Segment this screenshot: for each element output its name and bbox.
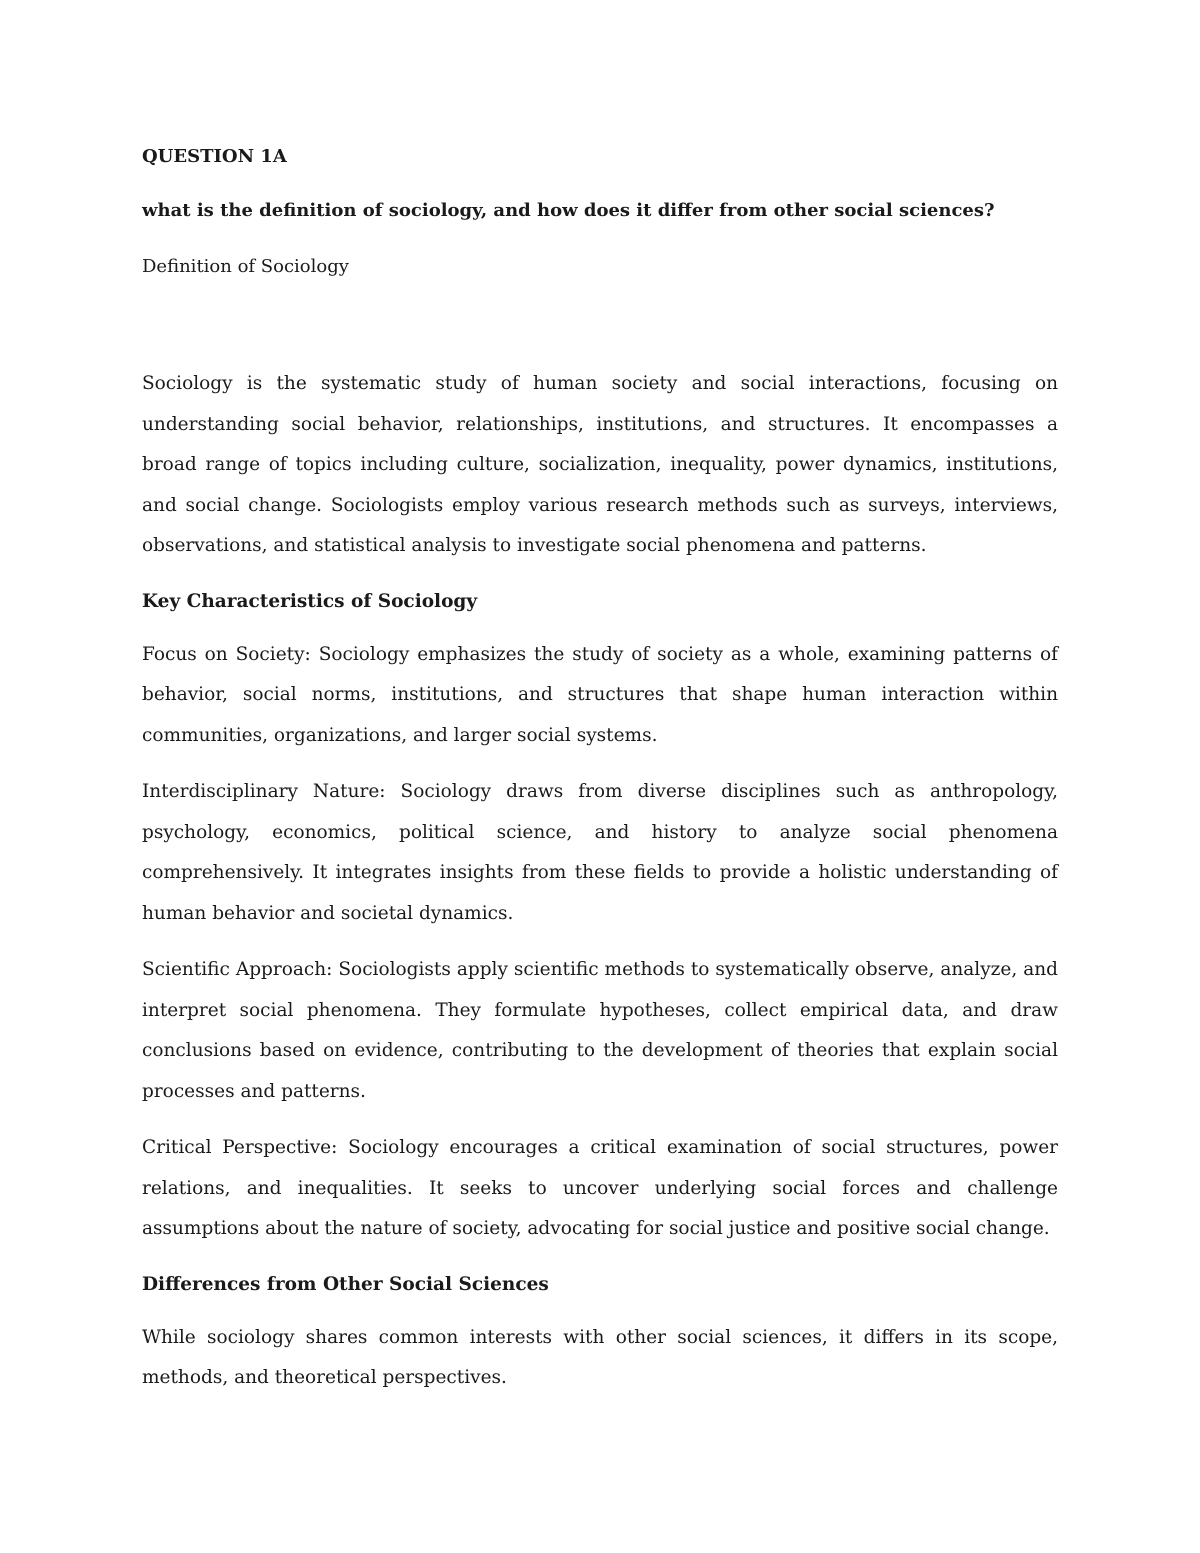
question-label: QUESTION 1A — [142, 146, 287, 167]
characteristic-interdisciplinary-nature: Interdisciplinary Nature: Sociology draws from diverse disciplines such as anthropology, psychology, economics, political science, and history to analyze social phenomena comprehensively. It integrates insights from these fields to provide a holistic understanding of human behavior and societal dynamics. — [142, 781, 1058, 924]
characteristic-scientific-approach: Scientific Approach: Sociologists apply scientific methods to systematically observe, analyze, and interpret social phenomena. They formulate hypotheses, collect empirical data, and draw conclusions based on evidence, contributing to the development of theories that explain social processes and patterns. — [142, 959, 1058, 1102]
characteristic-critical-perspective: Critical Perspective: Sociology encourages a critical examination of social structures, power relations, and inequalities. It seeks to uncover underlying social forces and challenge assumptions about the nature of society, advocating for social justice and positive social change. — [142, 1137, 1058, 1239]
question-text: what is the definition of sociology, and how does it differ from other social sciences? — [142, 200, 995, 221]
definition-paragraph: Sociology is the systematic study of human society and social interactions, focusing on understanding social behavior, relationships, institutions, and structures. It encompasses a broad range of topics including culture, socialization, inequality, power dynamics, institutions, and social change. Sociologists employ various research methods such as surveys, interviews, observations, and statistical analysis to investigate social phenomena and patterns. — [142, 373, 1058, 556]
definition-heading: Definition of Sociology — [142, 256, 349, 277]
differences-heading: Differences from Other Social Sciences — [142, 1273, 549, 1295]
characteristic-focus-on-society: Focus on Society: Sociology emphasizes the study of society as a whole, examining patterns of behavior, social norms, institutions, and structures that shape human interaction within communities, organizations, and larger social systems. — [142, 643, 1058, 746]
differences-paragraph: While sociology shares common interests with other social sciences, it differs in its scope, methods, and theoretical perspectives. — [142, 1326, 1058, 1388]
key-characteristics-heading: Key Characteristics of Sociology — [142, 590, 478, 612]
document-page — [142, 140, 1058, 1399]
